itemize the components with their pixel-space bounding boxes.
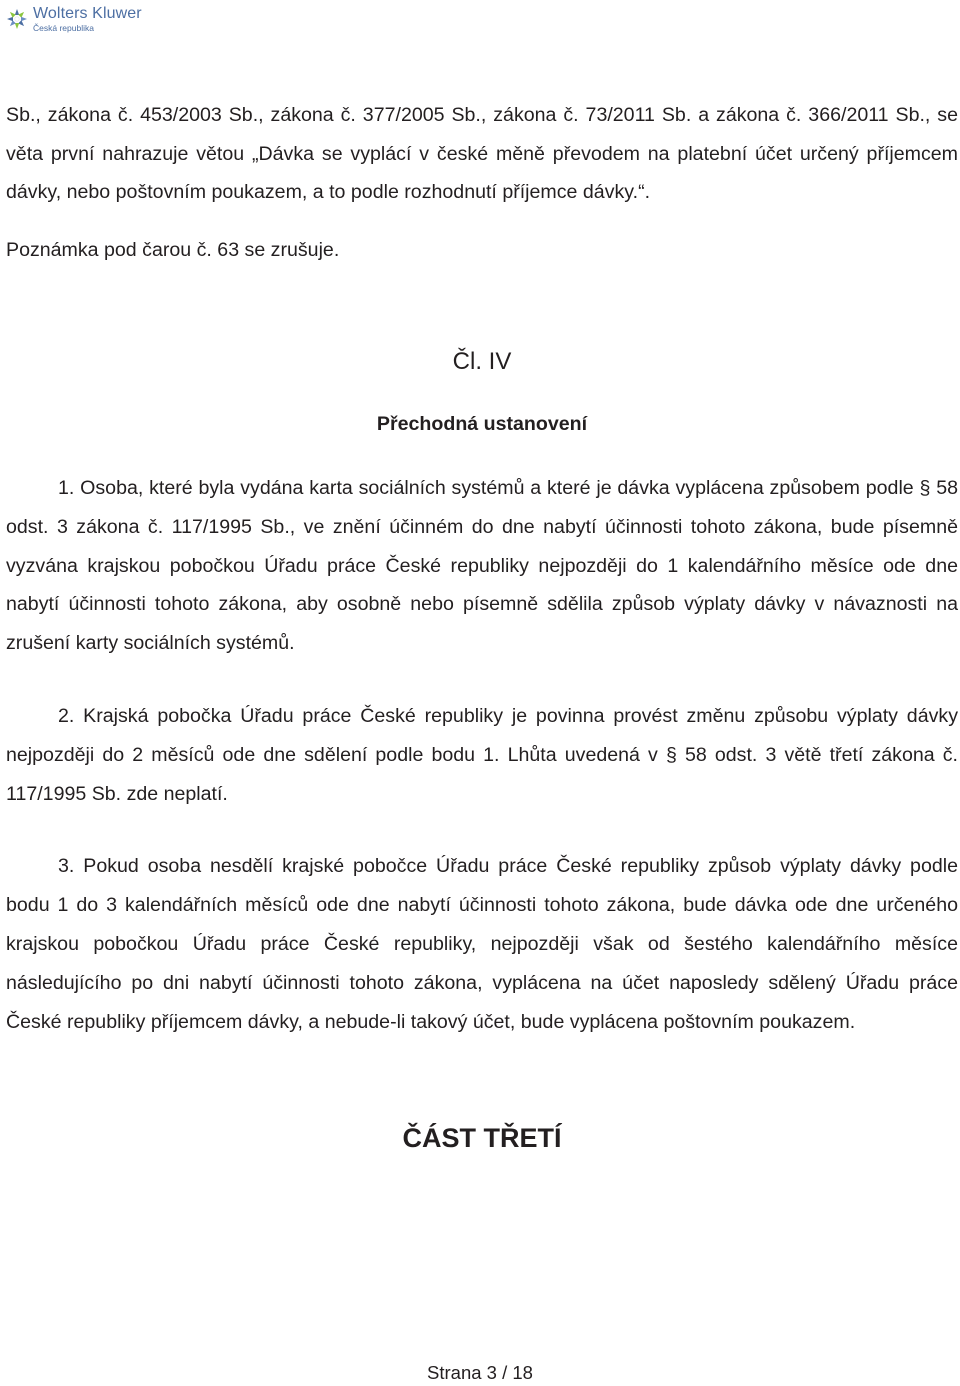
logo-subtitle: Česká republika — [33, 22, 94, 33]
publisher-logo — [6, 3, 142, 35]
document-body — [6, 96, 958, 1155]
article-title: Přechodná ustanovení — [376, 413, 588, 435]
paragraph-amendment: Sb., zákona č. 453/2003 Sb., zákona č. 377/2005 Sb., zákona č. 73/2011 Sb. a zákona č. 366/2011 Sb., se věta první nahrazuje větou „Dávka se vyplácí v české měně převodem na platební účet určený příjemcem dávky, nebo poštovním poukazem, a to podle rozhodnutí příjemce dávky.“. — [6, 104, 958, 203]
provision-2: 2. Krajská pobočka Úřadu práce České republiky je povinna provést změnu způsobu výplaty dávky nejpozději do 2 měsíců ode dne sdělení podle bodu 1. Lhůta uvedená v § 58 odst. 3 větě třetí zákona č. 117/1995 Sb. zde neplatí. — [6, 704, 958, 805]
paragraph-footnote-repeal: Poznámka pod čarou č. 63 se zrušuje. — [6, 238, 340, 261]
logo-name: Wolters Kluwer — [33, 4, 142, 22]
page-number: Strana 3 / 18 — [427, 1362, 533, 1383]
provision-3: 3. Pokud osoba nesdělí krajské pobočce Úřadu práce České republiky způsob výplaty dávky podle bodu 1 do 3 kalendářních měsíců ode dne nabytí účinnosti tohoto zákona, bude dávka ode dne určeného krajskou pobočkou Úřadu práce České republiky, nejpozději však od šestého kalendářního měsíce následujícího po dni nabytí účinnosti tohoto zákona, vyplácena na účet naposledy sdělený Úřadu práce České republiky příjemcem dávky, a nebude-li takový účet, bude vyplácena poštovním poukazem. — [6, 855, 958, 1033]
provision-1: 1. Osoba, které byla vydána karta sociálních systémů a které je dávka vyplácena způsobem podle § 58 odst. 3 zákona č. 117/1995 Sb., ve znění účinném do dne nabytí účinnosti tohoto zákona, bude písemně vyzvána krajskou pobočkou Úřadu práce České republiky nejpozději do 1 kalendářního měsíce ode dne nabytí účinnosti tohoto zákona, aby osobně nebo písemně sdělila způsob výplaty dávky v návaznosti na zrušení karty sociálních systémů. — [6, 477, 958, 655]
article-heading: Čl. IV — [452, 348, 512, 375]
part-heading: ČÁST TŘETÍ — [402, 1123, 562, 1154]
wolters-kluwer-logo-icon — [6, 8, 28, 30]
